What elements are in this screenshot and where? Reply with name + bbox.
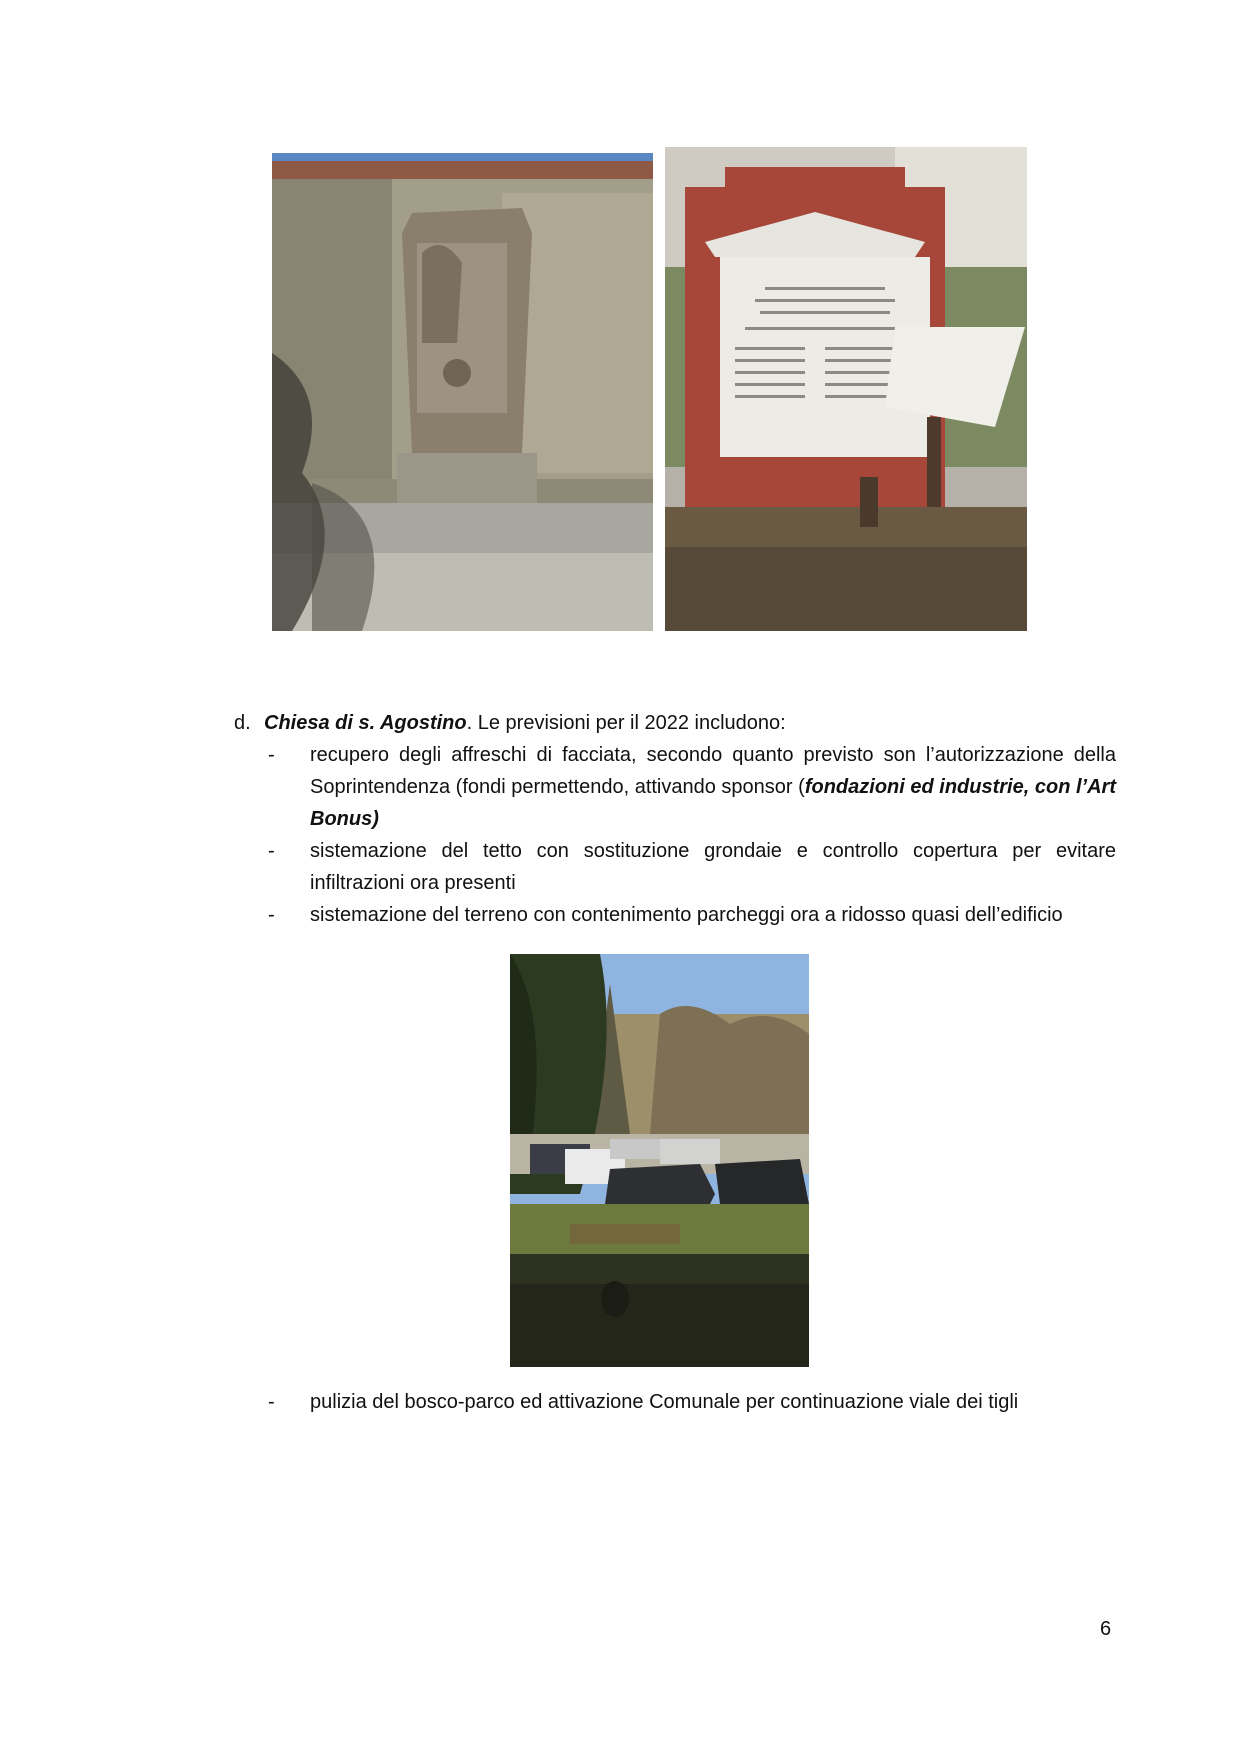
bullet-text-part: recupero degli affreschi di facciata, secondo quanto previsto son l’autorizzazione della Soprintendenza (fondi permettendo, attivando sponsor ( — [310, 744, 1116, 798]
photo-parking-area — [510, 954, 809, 1367]
bullet-dash: - — [268, 744, 275, 766]
bullet-dash: - — [268, 904, 275, 926]
bullet-text: pulizia del bosco-parco ed attivazione Comunale per continuazione viale dei tigli — [310, 1391, 1019, 1413]
bullet-dash: - — [268, 1391, 275, 1413]
page-number: 6 — [1100, 1618, 1112, 1640]
bullet-text — [310, 739, 1116, 835]
section-d-heading — [234, 707, 1114, 739]
bullet-dash: - — [268, 840, 275, 862]
photo-monument-wall — [272, 153, 653, 631]
bullet-text-emphasis: fondazioni ed industrie, con l’Art Bonus) — [310, 776, 1116, 830]
photo-commemorative-plaque — [665, 147, 1027, 631]
bullet-text: sistemazione del terreno con contenimento parcheggi ora a ridosso quasi dell’edificio — [310, 904, 1063, 926]
list-marker: d. — [234, 712, 251, 734]
section-d-intro: . Le previsioni per il 2022 includono: — [466, 712, 786, 734]
bullet-text: sistemazione del tetto con sostituzione grondaie e controllo copertura per evitare infiltrazioni ora presenti — [310, 840, 1116, 894]
church-name: Chiesa di s. Agostino — [264, 712, 467, 734]
